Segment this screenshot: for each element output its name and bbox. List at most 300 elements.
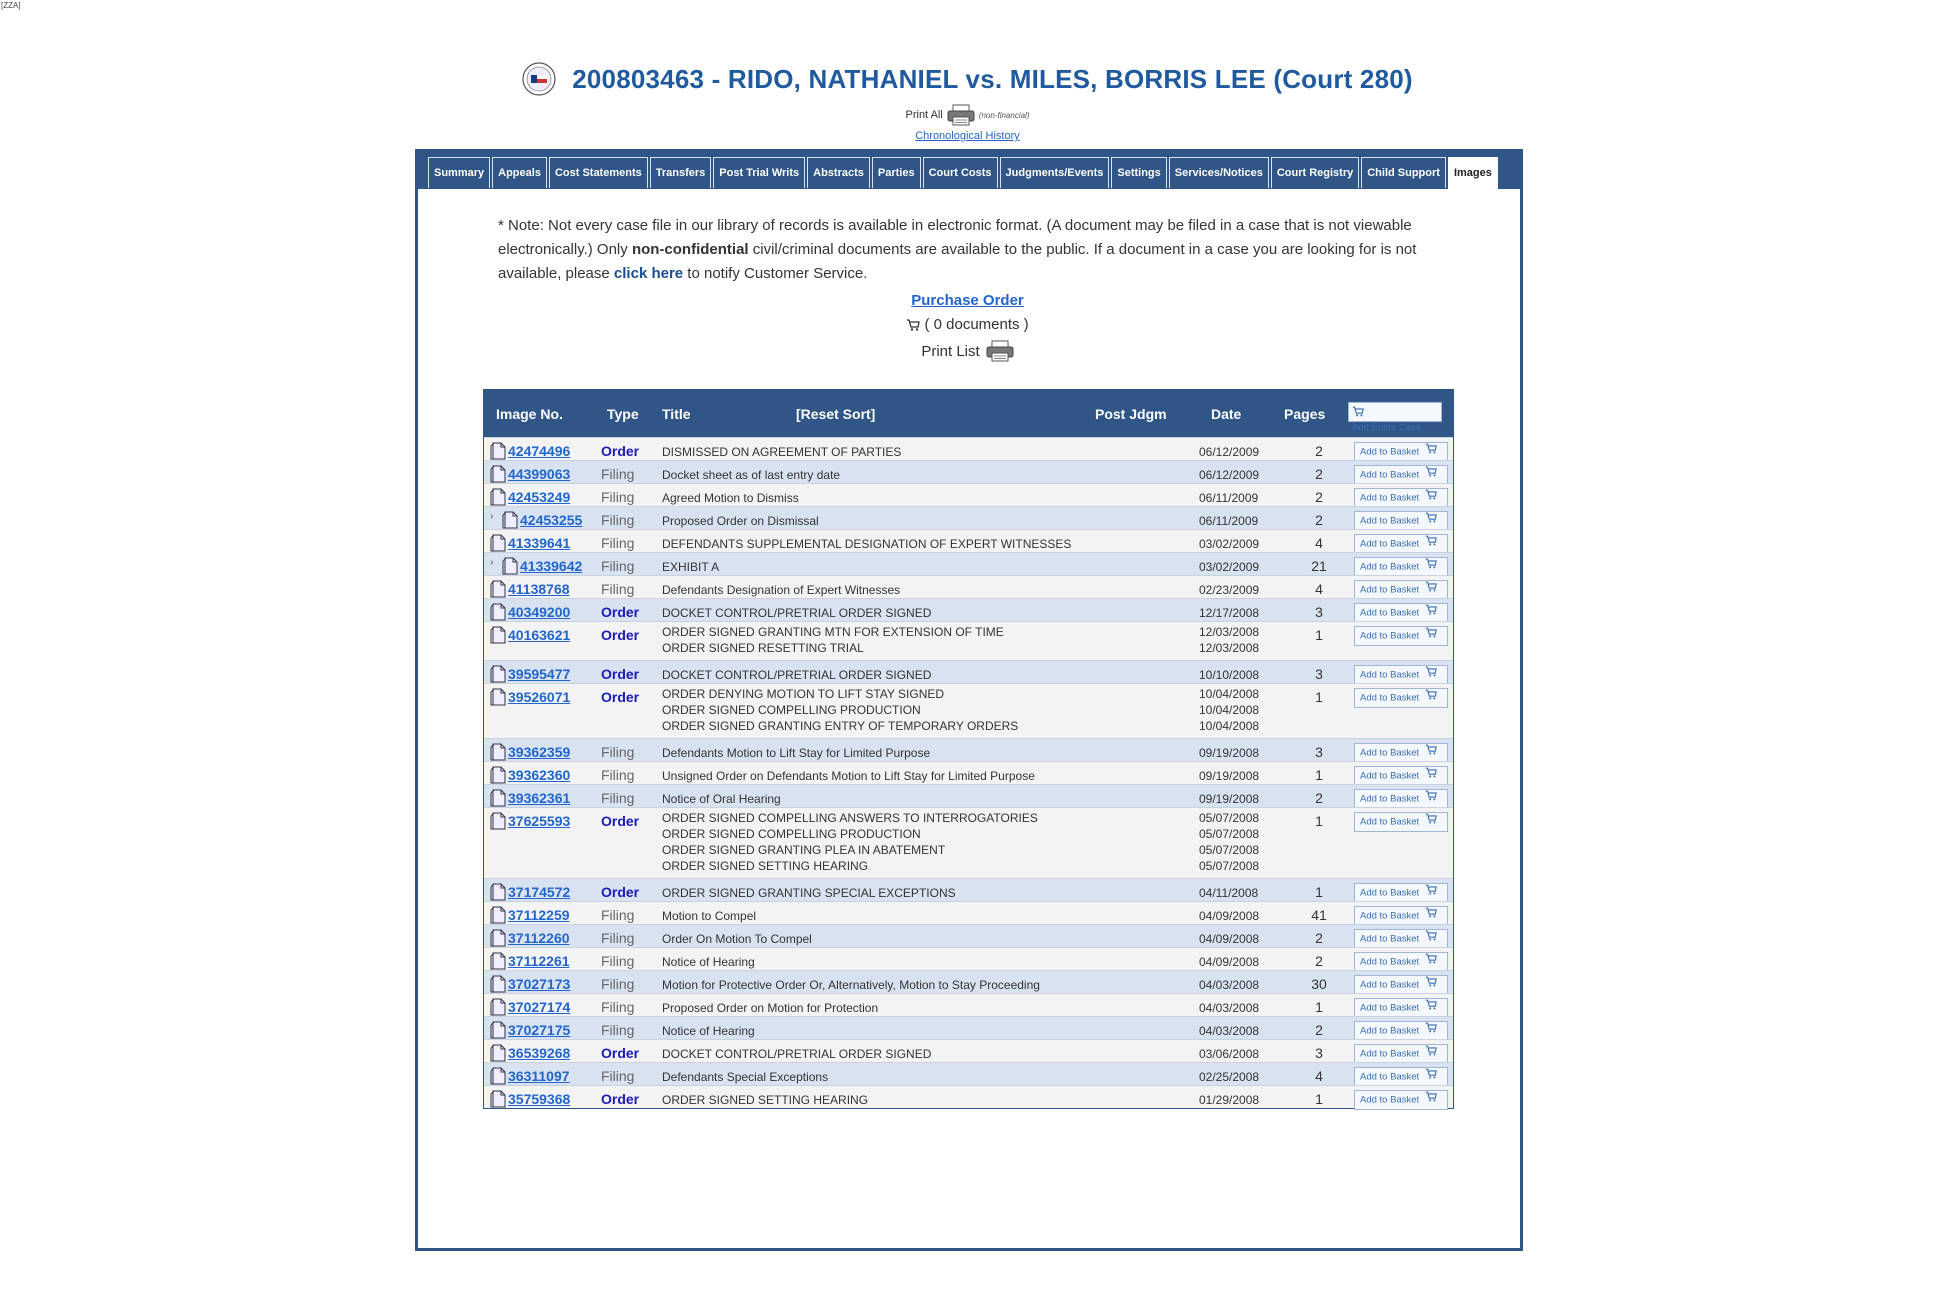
document-date: 09/19/2008 [1199,792,1260,806]
add-to-basket-button[interactable] [1354,789,1448,809]
add-to-basket-button[interactable] [1354,665,1448,685]
document-date: 04/03/2008 [1199,978,1260,992]
print-all-link[interactable] [0,104,1935,126]
page-count: 1 [1315,813,1323,829]
cart-icon [1425,813,1437,831]
image-number-link[interactable]: 39362361 [508,790,571,806]
document-titles [662,994,878,1014]
printer-icon[interactable] [947,104,975,126]
add-to-basket-button[interactable] [1354,1021,1448,1041]
image-number-link[interactable]: 37027175 [508,1022,571,1038]
add-to-basket-label: Add to Basket [1360,816,1420,828]
cart-icon [1425,1068,1437,1086]
image-number-link[interactable]: 44399063 [508,466,571,482]
add-to-basket-label: Add to Basket [1360,933,1420,945]
add-to-basket-button[interactable] [1354,952,1448,972]
document-type: Order [601,813,640,829]
document-dates [1199,576,1259,596]
image-number-link[interactable]: 41339641 [508,535,571,551]
tab-transfers[interactable]: Transfers [650,157,712,188]
image-number-link[interactable]: 37027173 [508,976,571,992]
document-icon[interactable] [502,556,518,576]
document-type: Order [601,1091,640,1107]
tab-settings[interactable]: Settings [1111,157,1166,188]
document-title: Docket sheet as of last entry date [662,468,841,482]
image-number-link[interactable]: 39362360 [508,767,571,783]
document-type: Order [601,1045,640,1061]
image-number-link[interactable]: 42474496 [508,443,571,459]
tab-summary[interactable]: Summary [428,157,490,188]
header-type[interactable]: Type [607,406,639,422]
page-count: 3 [1315,666,1323,682]
table-row [484,947,1453,970]
add-to-basket-label: Add to Basket [1360,446,1420,458]
table-row [484,598,1453,621]
table-body [484,437,1453,1108]
add-to-basket-button[interactable] [1354,883,1448,903]
table-row [484,552,1453,575]
image-number-link[interactable]: 39362359 [508,744,571,760]
add-to-basket-button[interactable] [1354,998,1448,1018]
document-title: ORDER SIGNED SETTING HEARING [662,859,869,873]
document-dates [1199,925,1259,945]
note-bold: non-confidential [631,241,749,258]
document-date: 02/25/2008 [1199,1070,1260,1084]
cart-icon [1425,581,1437,599]
document-date: 03/06/2008 [1199,1047,1260,1061]
document-titles [662,971,1040,991]
cart-icon [1425,604,1437,622]
document-title: ORDER SIGNED COMPELLING PRODUCTION [662,703,921,717]
add-to-basket-label: Add to Basket [1360,1094,1420,1106]
page-count: 2 [1315,930,1323,946]
table-row [484,683,1453,738]
document-titles [662,684,1018,734]
image-number-link[interactable]: 36311097 [508,1068,570,1084]
click-here-link[interactable]: click here [613,265,684,282]
table-row [484,878,1453,901]
tab-post-trial-writs[interactable]: Post Trial Writs [713,157,805,188]
add-to-basket-button[interactable] [1354,580,1448,600]
header-title[interactable]: Title [662,406,691,422]
document-date: 10/04/2008 [1199,703,1260,717]
tab-court-registry[interactable]: Court Registry [1271,157,1359,188]
document-type: Filing [601,535,635,551]
document-type: Filing [601,907,635,923]
cart-icon [1425,489,1437,507]
header-post-jdgm[interactable]: Post Jdgm [1095,406,1167,422]
document-icon[interactable] [490,1066,506,1086]
header-date[interactable]: Date [1211,406,1242,422]
document-title: EXHIBIT A [662,560,720,574]
page-count: 3 [1315,604,1323,620]
document-icon[interactable] [490,765,506,785]
document-titles [662,1086,868,1106]
document-type: Filing [601,999,635,1015]
header-image-no[interactable]: Image No. [496,406,563,422]
add-to-basket-button[interactable] [1354,743,1448,763]
document-title: ORDER SIGNED GRANTING SPECIAL EXCEPTIONS [662,886,956,900]
document-title: Defendants Motion to Lift Stay for Limited Purpose [662,746,931,760]
table-row [484,621,1453,660]
basket-summary [0,316,1935,333]
image-number-link[interactable]: 37174572 [508,884,571,900]
note-text-1: * Note: Not every case file in our library of records is available in electronic format. (A document may be filed in a case that is not viewable electronically.) Only [498,217,1412,258]
add-to-basket-label: Add to Basket [1360,515,1420,527]
add-to-basket-button[interactable] [1354,626,1448,646]
page-count: 21 [1311,558,1327,574]
document-titles [662,507,819,527]
add-to-basket-label: Add to Basket [1360,492,1420,504]
document-icon[interactable] [490,487,506,507]
document-icon[interactable] [490,742,506,762]
document-titles [662,902,756,922]
document-type: Filing [601,581,635,597]
document-titles [662,762,1035,782]
add-entire-case-button[interactable] [1348,402,1442,433]
sub-document-arrow-icon: › [490,511,494,522]
document-dates [1199,1063,1259,1083]
cart-icon [1352,406,1364,417]
document-title: DOCKET CONTROL/PRETRIAL ORDER SIGNED [662,606,932,620]
document-title: ORDER SIGNED RESETTING TRIAL [662,641,864,655]
document-date: 04/09/2008 [1199,932,1260,946]
add-to-basket-label: Add to Basket [1360,1048,1420,1060]
page-count: 30 [1311,976,1327,992]
add-to-basket-label: Add to Basket [1360,692,1420,704]
page-count: 1 [1315,767,1323,783]
document-icon[interactable] [490,788,506,808]
table-row [484,575,1453,598]
document-titles [662,1017,755,1037]
table-row [484,437,1453,460]
tab-bar [428,157,1498,191]
document-date: 06/12/2009 [1199,445,1260,459]
add-to-basket-button[interactable] [1354,766,1448,786]
document-type: Filing [601,1022,635,1038]
add-to-basket-button[interactable] [1354,1067,1448,1087]
page-count: 4 [1315,535,1323,551]
page-count: 2 [1315,466,1323,482]
document-icon[interactable] [490,1020,506,1040]
document-icon[interactable] [490,974,506,994]
image-number-link[interactable]: 37625593 [508,813,571,829]
document-dates [1199,902,1259,922]
tab-court-costs[interactable]: Court Costs [923,157,998,188]
add-to-basket-button[interactable] [1354,534,1448,554]
document-date: 05/07/2008 [1199,827,1260,841]
print-list-link[interactable] [0,340,1935,362]
document-type: Order [601,443,640,459]
document-title: ORDER SIGNED COMPELLING PRODUCTION [662,827,921,841]
page-count: 2 [1315,953,1323,969]
cart-icon [1425,466,1437,484]
image-number-link[interactable]: 41138768 [508,581,570,597]
document-date: 09/19/2008 [1199,769,1260,783]
document-icon[interactable] [490,1089,506,1109]
add-to-basket-button[interactable] [1354,442,1448,462]
document-title: ORDER SIGNED COMPELLING ANSWERS TO INTERROGATORIES [662,811,1038,825]
cart-icon [1425,744,1437,762]
document-date: 01/29/2008 [1199,1093,1260,1107]
image-number-link[interactable]: 40349200 [508,604,571,620]
page-count: 3 [1315,1045,1323,1061]
add-to-basket-button[interactable] [1354,557,1448,577]
document-date: 12/17/2008 [1199,606,1260,620]
table-row [484,529,1453,552]
document-icon[interactable] [490,664,506,684]
document-date: 10/04/2008 [1199,719,1260,733]
cart-icon [1425,689,1437,707]
document-type: Order [601,666,640,682]
document-dates [1199,599,1259,619]
page-count: 1 [1315,689,1323,705]
page-count: 2 [1315,790,1323,806]
cart-icon [1425,558,1437,576]
image-number-link[interactable]: 35759368 [508,1091,571,1107]
document-icon[interactable] [490,811,506,831]
document-type: Filing [601,767,635,783]
add-to-basket-button[interactable] [1354,929,1448,949]
document-dates [1199,808,1259,874]
document-type: Filing [601,558,635,574]
page-count: 1 [1315,884,1323,900]
documents-count: ( 0 documents ) [924,316,1029,333]
document-date: 04/03/2008 [1199,1001,1260,1015]
document-type: Filing [601,489,635,505]
add-to-basket-button[interactable] [1354,488,1448,508]
purchase-order-link[interactable]: Purchase Order [911,292,1024,309]
image-number-link[interactable]: 37027174 [508,999,571,1015]
document-icon[interactable] [490,928,506,948]
document-type: Filing [601,790,635,806]
add-to-basket-label: Add to Basket [1360,669,1420,681]
document-dates [1199,1086,1259,1106]
document-date: 09/19/2008 [1199,746,1260,760]
document-date: 10/04/2008 [1199,687,1260,701]
document-titles [662,948,755,968]
add-to-basket-button[interactable] [1354,975,1448,995]
document-date: 05/07/2008 [1199,811,1260,825]
image-number-link[interactable]: 37112260 [508,930,570,946]
add-to-basket-button[interactable] [1354,906,1448,926]
table-row [484,460,1453,483]
document-date: 12/03/2008 [1199,625,1260,639]
page-count: 2 [1315,443,1323,459]
add-to-basket-label: Add to Basket [1360,956,1420,968]
add-to-basket-label: Add to Basket [1360,887,1420,899]
tab-appeals[interactable]: Appeals [492,157,547,188]
image-number-link[interactable]: 42453255 [520,512,583,528]
page-count: 1 [1315,627,1323,643]
document-icon[interactable] [490,687,506,707]
print-all-label: Print All [905,109,943,121]
cart-icon [1425,535,1437,553]
table-row [484,506,1453,529]
cart-icon [1425,999,1437,1017]
add-to-basket-label: Add to Basket [1360,1002,1420,1014]
add-to-basket-button[interactable] [1354,1044,1448,1064]
document-title: Agreed Motion to Dismiss [662,491,799,505]
add-to-basket-label: Add to Basket [1360,1025,1420,1037]
add-to-basket-button[interactable] [1354,603,1448,623]
page-count: 2 [1315,512,1323,528]
chronological-history-link[interactable]: Chronological History [915,130,1020,142]
add-to-basket-label: Add to Basket [1360,630,1420,642]
document-type: Filing [601,953,635,969]
document-date: 03/02/2009 [1199,537,1260,551]
table-row [484,901,1453,924]
reset-sort-link[interactable]: [Reset Sort] [796,406,876,422]
document-dates [1199,461,1259,481]
non-financial-label: (non-financial) [978,110,1030,120]
cart-icon [1425,666,1437,684]
document-icon[interactable] [490,1043,506,1063]
document-title: ORDER DENYING MOTION TO LIFT STAY SIGNED [662,687,945,701]
tab-images[interactable]: Images [1448,157,1498,191]
document-icon[interactable] [490,625,506,645]
document-title: DISMISSED ON AGREEMENT OF PARTIES [662,445,902,459]
cart-icon [1425,443,1437,461]
document-icon[interactable] [502,510,518,530]
cart-icon [1425,976,1437,994]
document-type: Filing [601,512,635,528]
add-to-basket-button[interactable] [1354,511,1448,531]
document-title: ORDER SIGNED SETTING HEARING [662,1093,869,1107]
tab-parties[interactable]: Parties [872,157,921,188]
document-type: Order [601,884,640,900]
document-icon[interactable] [490,579,506,599]
add-to-basket-label: Add to Basket [1360,770,1420,782]
tab-child-support[interactable]: Child Support [1361,157,1446,188]
page-count: 1 [1315,999,1323,1015]
document-date: 05/07/2008 [1199,843,1260,857]
document-type: Filing [601,1068,635,1084]
document-date: 06/11/2009 [1199,514,1259,528]
document-type: Order [601,627,640,643]
image-number-link[interactable]: 36539268 [508,1045,571,1061]
add-to-basket-label: Add to Basket [1360,747,1420,759]
document-title: Defendants Designation of Expert Witnesses [662,583,901,597]
document-titles [662,661,931,681]
document-title: ORDER SIGNED GRANTING PLEA IN ABATEMENT [662,843,946,857]
document-title: DEFENDANTS SUPPLEMENTAL DESIGNATION OF EXPERT WITNESSES [662,537,1072,551]
document-titles [662,484,799,504]
case-header [0,62,1935,144]
table-row [484,1039,1453,1062]
add-to-basket-label: Add to Basket [1360,538,1420,550]
document-dates [1199,622,1259,656]
cart-icon [1425,953,1437,971]
tab-abstracts[interactable]: Abstracts [807,157,870,188]
cart-icon [1425,627,1437,645]
county-seal-icon [522,62,556,96]
document-title: Notice of Hearing [662,955,755,969]
table-row [484,738,1453,761]
table-row [484,1016,1453,1039]
add-to-basket-button[interactable] [1354,465,1448,485]
add-to-basket-label: Add to Basket [1360,979,1420,991]
cart-icon [1425,1022,1437,1040]
document-dates [1199,994,1259,1014]
document-icon[interactable] [490,441,506,461]
document-icon[interactable] [490,602,506,622]
add-to-basket-label: Add to Basket [1360,1071,1420,1083]
document-title: DOCKET CONTROL/PRETRIAL ORDER SIGNED [662,1047,932,1061]
document-icon[interactable] [490,997,506,1017]
document-dates [1199,762,1259,782]
cart-icon [1425,512,1437,530]
header-pages[interactable]: Pages [1284,406,1326,422]
table-row [484,807,1453,878]
image-number-link[interactable]: 37112261 [508,953,570,969]
document-icon[interactable] [490,905,506,925]
add-to-basket-label: Add to Basket [1360,910,1420,922]
cart-icon [1425,930,1437,948]
document-titles [662,739,930,759]
document-dates [1199,1040,1259,1060]
note-text-3: to notify Customer Service. [683,265,868,282]
image-number-link[interactable]: 42453249 [508,489,571,505]
table-header [484,390,1453,437]
document-dates [1199,553,1259,573]
printer-icon[interactable] [986,340,1014,362]
add-to-basket-button[interactable] [1354,812,1448,832]
document-title: Defendants Special Exceptions [662,1070,829,1084]
document-dates [1199,507,1258,527]
add-to-basket-button[interactable] [1354,688,1448,708]
document-titles [662,530,1071,550]
page-count: 3 [1315,744,1323,760]
tab-judgments-events[interactable]: Judgments/Events [1000,157,1110,188]
document-title: Order On Motion To Compel [662,932,812,946]
table-row [484,761,1453,784]
tab-services-notices[interactable]: Services/Notices [1169,157,1269,188]
add-entire-case-label: Add Entire Case [1352,422,1422,433]
image-number-link[interactable]: 41339642 [520,558,583,574]
document-dates [1199,1017,1259,1037]
table-row [484,1062,1453,1085]
document-dates [1199,684,1259,734]
cart-icon [906,319,920,331]
document-title: ORDER SIGNED GRANTING ENTRY OF TEMPORARY ORDERS [662,719,1019,733]
document-title: Motion to Compel [662,909,757,923]
image-number-link[interactable]: 39595477 [508,666,571,682]
document-icon[interactable] [490,533,506,553]
document-titles [662,553,719,573]
document-titles [662,438,901,458]
document-titles [662,925,812,945]
add-to-basket-button[interactable] [1354,1090,1448,1110]
document-type: Filing [601,976,635,992]
document-titles [662,808,1038,874]
sub-document-arrow-icon: › [490,557,494,568]
document-icon[interactable] [490,882,506,902]
tab-cost-statements[interactable]: Cost Statements [549,157,648,188]
cart-icon [1425,884,1437,902]
image-number-link[interactable]: 40163621 [508,627,571,643]
image-number-link[interactable]: 37112259 [508,907,570,923]
document-type: Filing [601,744,635,760]
document-titles [662,1063,828,1083]
image-number-link[interactable]: 39526071 [508,689,571,705]
add-to-basket-label: Add to Basket [1360,584,1420,596]
document-date: 04/03/2008 [1199,1024,1260,1038]
cart-icon [1425,1091,1437,1109]
document-icon[interactable] [490,951,506,971]
document-icon[interactable] [490,464,506,484]
cart-icon [1425,1045,1437,1063]
